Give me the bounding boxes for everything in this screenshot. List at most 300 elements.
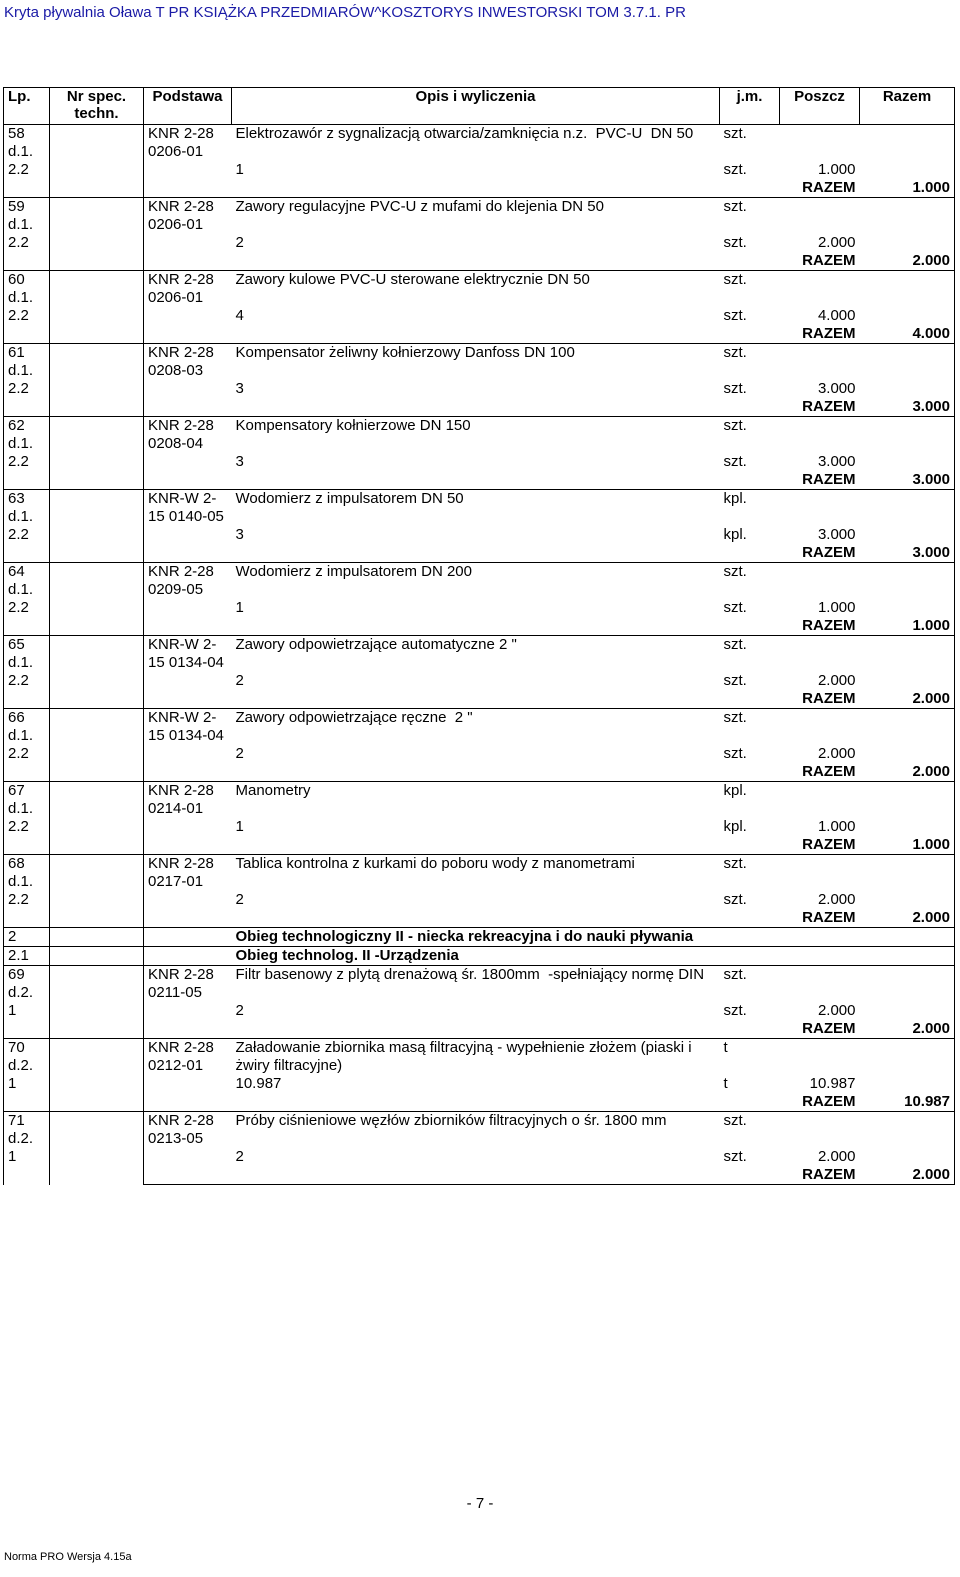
item-sum-row [4,909,955,928]
item-razem: 3.000 [860,544,955,563]
item-razem: 3.000 [860,471,955,490]
item-row [4,490,955,527]
item-razem-empty [860,271,955,308]
item-sum-row [4,1093,955,1112]
item-podstawa: KNR 2-28 0213-05 [144,1112,232,1149]
qty-spacer [144,818,232,836]
item-qty-unit: szt. [723,234,747,251]
qty-spacer [144,1002,232,1020]
item-unit: szt. [720,344,780,381]
item-qty: 2 [235,672,244,689]
qty-razem-empty [860,234,955,252]
item-razem-empty [860,636,955,673]
item-qty-unit: kpl. [723,818,747,835]
item-lp: 60 d.1. 2.2 [4,271,50,344]
item-sum-row [4,398,955,417]
item-razem: 2.000 [860,763,955,782]
item-description: Manometry [232,782,720,819]
item-description: Zawory odpowietrzające ręczne 2 " [232,709,720,746]
qty-razem-empty [860,672,955,690]
item-qty-row [4,453,955,471]
item-sum-row [4,836,955,855]
sum-spacer2 [232,1166,720,1185]
qty-spacer [144,672,232,690]
qty-razem-empty [860,745,955,763]
item-unit: kpl. [720,490,780,527]
item-row [4,125,955,162]
item-nr-spec [50,1112,144,1185]
item-qty: 2 [235,745,244,762]
item-nr-spec [50,125,144,198]
sum-spacer3 [720,617,780,636]
item-unit: szt. [720,198,780,235]
item-poszcz: 2.000 [817,672,856,689]
item-unit: szt. [720,1112,780,1149]
item-podstawa: KNR 2-28 0206-01 [144,271,232,308]
item-poszcz: 3.000 [817,526,856,543]
sum-spacer2 [232,617,720,636]
item-razem: 3.000 [860,398,955,417]
qty-razem-empty [860,818,955,836]
item-lp: 71 d.2. 1 [4,1112,50,1185]
item-qty: 2 [235,891,244,908]
sum-spacer [144,763,232,782]
item-lp: 61 d.1. 2.2 [4,344,50,417]
item-razem: 2.000 [860,909,955,928]
item-lp: 63 d.1. 2.2 [4,490,50,563]
qty-spacer [144,745,232,763]
item-poszcz-empty [780,417,860,454]
item-qty-unit: szt. [723,1148,747,1165]
sum-spacer [144,544,232,563]
item-razem: 2.000 [860,252,955,271]
qty-razem-empty [860,1148,955,1166]
item-poszcz-empty [780,563,860,600]
sum-spacer2 [232,763,720,782]
item-poszcz: 1.000 [817,161,856,178]
item-razem-empty [860,563,955,600]
item-row [4,271,955,308]
item-nr-spec [50,344,144,417]
item-sum-row [4,1166,955,1185]
col-opis-header: Opis i wyliczenia [232,88,720,125]
item-qty-row [4,891,955,909]
item-row [4,198,955,235]
item-row [4,417,955,454]
item-poszcz: 1.000 [817,599,856,616]
qty-spacer [144,380,232,398]
item-qty-unit: szt. [723,307,747,324]
item-row [4,966,955,1003]
qty-spacer [144,599,232,617]
item-poszcz: 2.000 [817,891,856,908]
item-description: Elektrozawór z sygnalizacją otwarcia/zamknięcia n.z. PVC-U DN 50 [232,125,720,162]
sum-spacer [144,1093,232,1112]
item-unit: szt. [720,855,780,892]
item-qty: 2 [235,234,244,251]
item-poszcz-empty [780,271,860,308]
item-podstawa: KNR 2-28 0212-01 [144,1039,232,1076]
sum-spacer3 [720,836,780,855]
sum-spacer3 [720,179,780,198]
item-poszcz-empty [780,855,860,892]
sum-spacer3 [720,1166,780,1185]
item-qty-unit: szt. [723,599,747,616]
sum-spacer [144,617,232,636]
item-poszcz: 2.000 [817,234,856,251]
item-qty-row [4,234,955,252]
item-razem: 1.000 [860,836,955,855]
item-qty: 2 [235,1148,244,1165]
col-poszcz-header: Poszcz [780,88,860,125]
sum-spacer [144,1166,232,1185]
item-podstawa: KNR 2-28 0209-05 [144,563,232,600]
item-poszcz: 2.000 [817,1148,856,1165]
item-poszcz: 10.987 [809,1075,856,1092]
item-podstawa: KNR 2-28 0214-01 [144,782,232,819]
item-podstawa: KNR 2-28 0211-05 [144,966,232,1003]
qty-razem-empty [860,599,955,617]
item-poszcz: 1.000 [817,818,856,835]
item-podstawa: KNR-W 2- 15 0140-05 [144,490,232,527]
item-lp: 69 d.2. 1 [4,966,50,1039]
item-lp: 67 d.1. 2.2 [4,782,50,855]
item-qty-unit: t [723,1075,728,1092]
item-qty-row [4,818,955,836]
sum-spacer [144,909,232,928]
item-poszcz-empty [780,198,860,235]
item-qty: 3 [235,526,244,543]
item-razem-empty [860,782,955,819]
item-razem-label: RAZEM [780,763,860,782]
item-sum-row [4,252,955,271]
item-poszcz: 2.000 [817,1002,856,1019]
item-poszcz-empty [780,709,860,746]
item-description: Filtr basenowy z plytą drenażową śr. 1800mm -spełniający normę DIN [232,966,720,1003]
item-unit: szt. [720,636,780,673]
sum-spacer3 [720,544,780,563]
item-nr-spec [50,1039,144,1112]
item-row [4,344,955,381]
section-podstawa [144,928,232,947]
item-podstawa: KNR-W 2- 15 0134-04 [144,636,232,673]
item-poszcz-empty [780,490,860,527]
sum-spacer3 [720,252,780,271]
item-qty: 2 [235,1002,244,1019]
item-razem-empty [860,966,955,1003]
item-lp: 62 d.1. 2.2 [4,417,50,490]
item-description: Tablica kontrolna z kurkami do poboru wody z manometrami [232,855,720,892]
item-lp: 65 d.1. 2.2 [4,636,50,709]
item-qty-row [4,599,955,617]
item-qty-unit: szt. [723,745,747,762]
qty-spacer [144,1075,232,1093]
item-razem-label: RAZEM [780,325,860,344]
sum-spacer3 [720,763,780,782]
item-qty-row [4,672,955,690]
sum-spacer2 [232,909,720,928]
sum-spacer2 [232,325,720,344]
item-razem-empty [860,490,955,527]
col-razem-header: Razem [860,88,955,125]
sum-spacer3 [720,471,780,490]
item-description: Wodomierz z impulsatorem DN 200 [232,563,720,600]
item-nr-spec [50,782,144,855]
item-unit: kpl. [720,782,780,819]
item-nr-spec [50,271,144,344]
col-podstawa-header: Podstawa [144,88,232,125]
item-razem-label: RAZEM [780,1093,860,1112]
sum-spacer3 [720,1020,780,1039]
item-razem-empty [860,1039,955,1076]
software-version: Norma PRO Wersja 4.15a [4,1551,132,1563]
item-qty-row [4,161,955,179]
item-razem: 4.000 [860,325,955,344]
col-lp-header: Lp. [4,88,50,125]
item-sum-row [4,1020,955,1039]
sum-spacer [144,252,232,271]
item-row [4,563,955,600]
item-razem-label: RAZEM [780,1166,860,1185]
item-lp: 59 d.1. 2.2 [4,198,50,271]
item-razem: 10.987 [860,1093,955,1112]
qty-razem-empty [860,453,955,471]
item-unit: szt. [720,125,780,162]
item-podstawa: KNR 2-28 0208-03 [144,344,232,381]
item-razem-label: RAZEM [780,1020,860,1039]
item-unit: szt. [720,709,780,746]
item-razem-empty [860,1112,955,1149]
item-nr-spec [50,855,144,928]
item-description: Zawory regulacyjne PVC-U z mufami do klejenia DN 50 [232,198,720,235]
item-razem-label: RAZEM [780,179,860,198]
sum-spacer [144,325,232,344]
item-qty-row [4,1002,955,1020]
item-poszcz-empty [780,966,860,1003]
item-unit: szt. [720,417,780,454]
qty-spacer [144,453,232,471]
sum-spacer [144,398,232,417]
sum-spacer2 [232,1093,720,1112]
item-qty-unit: szt. [723,1002,747,1019]
sum-spacer [144,836,232,855]
page-number: - 7 - [466,1495,494,1512]
item-qty: 4 [235,307,244,324]
section-title: Obieg technologiczny II - niecka rekreacyjna i do nauki pływania [232,928,860,947]
item-poszcz-empty [780,125,860,162]
qty-spacer [144,234,232,252]
sum-spacer2 [232,1020,720,1039]
item-lp: 66 d.1. 2.2 [4,709,50,782]
sum-spacer [144,179,232,198]
qty-spacer [144,1148,232,1166]
qty-spacer [144,161,232,179]
item-row [4,1112,955,1149]
item-razem-label: RAZEM [780,690,860,709]
item-nr-spec [50,709,144,782]
section-razem [860,947,955,966]
item-razem: 1.000 [860,179,955,198]
item-razem-label: RAZEM [780,471,860,490]
section-lp: 2 [4,928,50,947]
item-razem-empty [860,855,955,892]
item-qty-row [4,380,955,398]
item-razem: 1.000 [860,617,955,636]
item-razem-empty [860,198,955,235]
item-qty-row [4,526,955,544]
item-poszcz: 2.000 [817,745,856,762]
item-sum-row [4,179,955,198]
sum-spacer2 [232,252,720,271]
item-razem: 2.000 [860,1166,955,1185]
item-razem-label: RAZEM [780,909,860,928]
item-poszcz-empty [780,1039,860,1076]
sum-spacer2 [232,471,720,490]
item-poszcz: 4.000 [817,307,856,324]
item-unit: szt. [720,271,780,308]
item-qty-row [4,307,955,325]
item-qty-unit: szt. [723,161,747,178]
section-razem [860,928,955,947]
item-qty-unit: kpl. [723,526,747,543]
item-lp: 58 d.1. 2.2 [4,125,50,198]
section-row [4,947,955,966]
qty-razem-empty [860,380,955,398]
item-nr-spec [50,636,144,709]
document-header: Kryta pływalnia Oława T PR KSIĄŻKA PRZEDMIARÓW^KOSZTORYS INWESTORSKI TOM 3.7.1. PR [4,4,686,21]
item-nr-spec [50,490,144,563]
item-razem-empty [860,344,955,381]
item-unit: szt. [720,966,780,1003]
item-razem-label: RAZEM [780,398,860,417]
item-qty-unit: szt. [723,672,747,689]
item-sum-row [4,544,955,563]
item-podstawa: KNR 2-28 0206-01 [144,198,232,235]
item-podstawa: KNR-W 2- 15 0134-04 [144,709,232,746]
sum-spacer3 [720,398,780,417]
item-razem-label: RAZEM [780,252,860,271]
item-qty: 10.987 [235,1075,282,1092]
item-row [4,636,955,673]
item-sum-row [4,763,955,782]
col-nr-header: Nr spec. techn. [50,88,144,125]
table-header-row [4,88,955,125]
item-nr-spec [50,198,144,271]
item-description: Załadowanie zbiornika masą filtracyjną - wypełnienie złożem (piaski i żwiry filtracyjne) [232,1039,720,1076]
sum-spacer3 [720,325,780,344]
item-sum-row [4,471,955,490]
item-description: Wodomierz z impulsatorem DN 50 [232,490,720,527]
item-sum-row [4,617,955,636]
item-poszcz-empty [780,782,860,819]
item-poszcz-empty [780,1112,860,1149]
item-qty-unit: szt. [723,380,747,397]
qty-razem-empty [860,161,955,179]
item-description: Kompensator żeliwny kołnierzowy Danfoss DN 100 [232,344,720,381]
item-qty: 3 [235,453,244,470]
section-nr [50,928,144,947]
item-poszcz: 3.000 [817,380,856,397]
qty-spacer [144,891,232,909]
item-podstawa: KNR 2-28 0206-01 [144,125,232,162]
item-lp: 64 d.1. 2.2 [4,563,50,636]
item-row [4,1039,955,1076]
item-description: Zawory odpowietrzające automatyczne 2 " [232,636,720,673]
item-poszcz-empty [780,344,860,381]
col-jm-header: j.m. [720,88,780,125]
item-sum-row [4,690,955,709]
sum-spacer [144,690,232,709]
qty-razem-empty [860,1075,955,1093]
item-poszcz: 3.000 [817,453,856,470]
item-nr-spec [50,563,144,636]
item-podstawa: KNR 2-28 0208-04 [144,417,232,454]
item-description: Próby ciśnieniowe węzłów zbiorników filtracyjnych o śr. 1800 mm [232,1112,720,1149]
item-nr-spec [50,966,144,1039]
item-qty: 3 [235,380,244,397]
qty-spacer [144,307,232,325]
item-razem-label: RAZEM [780,544,860,563]
item-row [4,855,955,892]
item-qty-unit: szt. [723,891,747,908]
item-qty: 1 [235,161,244,178]
item-description: Kompensatory kołnierzowe DN 150 [232,417,720,454]
item-poszcz-empty [780,636,860,673]
item-row [4,709,955,746]
item-lp: 70 d.2. 1 [4,1039,50,1112]
sum-spacer3 [720,1093,780,1112]
sum-spacer2 [232,544,720,563]
sum-spacer2 [232,179,720,198]
qty-spacer [144,526,232,544]
item-lp: 68 d.1. 2.2 [4,855,50,928]
sum-spacer [144,1020,232,1039]
sum-spacer3 [720,690,780,709]
section-lp: 2.1 [4,947,50,966]
item-razem: 2.000 [860,1020,955,1039]
section-nr [50,947,144,966]
sum-spacer [144,471,232,490]
sum-spacer3 [720,909,780,928]
qty-razem-empty [860,1002,955,1020]
item-description: Zawory kulowe PVC-U sterowane elektrycznie DN 50 [232,271,720,308]
item-nr-spec [50,417,144,490]
item-qty: 1 [235,818,244,835]
item-unit: t [720,1039,780,1076]
item-unit: szt. [720,563,780,600]
sum-spacer2 [232,836,720,855]
item-podstawa: KNR 2-28 0217-01 [144,855,232,892]
item-row [4,782,955,819]
item-qty-row [4,745,955,763]
estimate-table [3,87,955,1185]
item-qty-row [4,1148,955,1166]
sum-spacer2 [232,398,720,417]
qty-razem-empty [860,307,955,325]
item-razem-empty [860,709,955,746]
sum-spacer2 [232,690,720,709]
item-razem: 2.000 [860,690,955,709]
qty-razem-empty [860,891,955,909]
section-row [4,928,955,947]
item-qty: 1 [235,599,244,616]
item-qty-unit: szt. [723,453,747,470]
section-title: Obieg technolog. II -Urządzenia [232,947,860,966]
item-sum-row [4,325,955,344]
item-razem-empty [860,417,955,454]
item-razem-empty [860,125,955,162]
item-qty-row [4,1075,955,1093]
